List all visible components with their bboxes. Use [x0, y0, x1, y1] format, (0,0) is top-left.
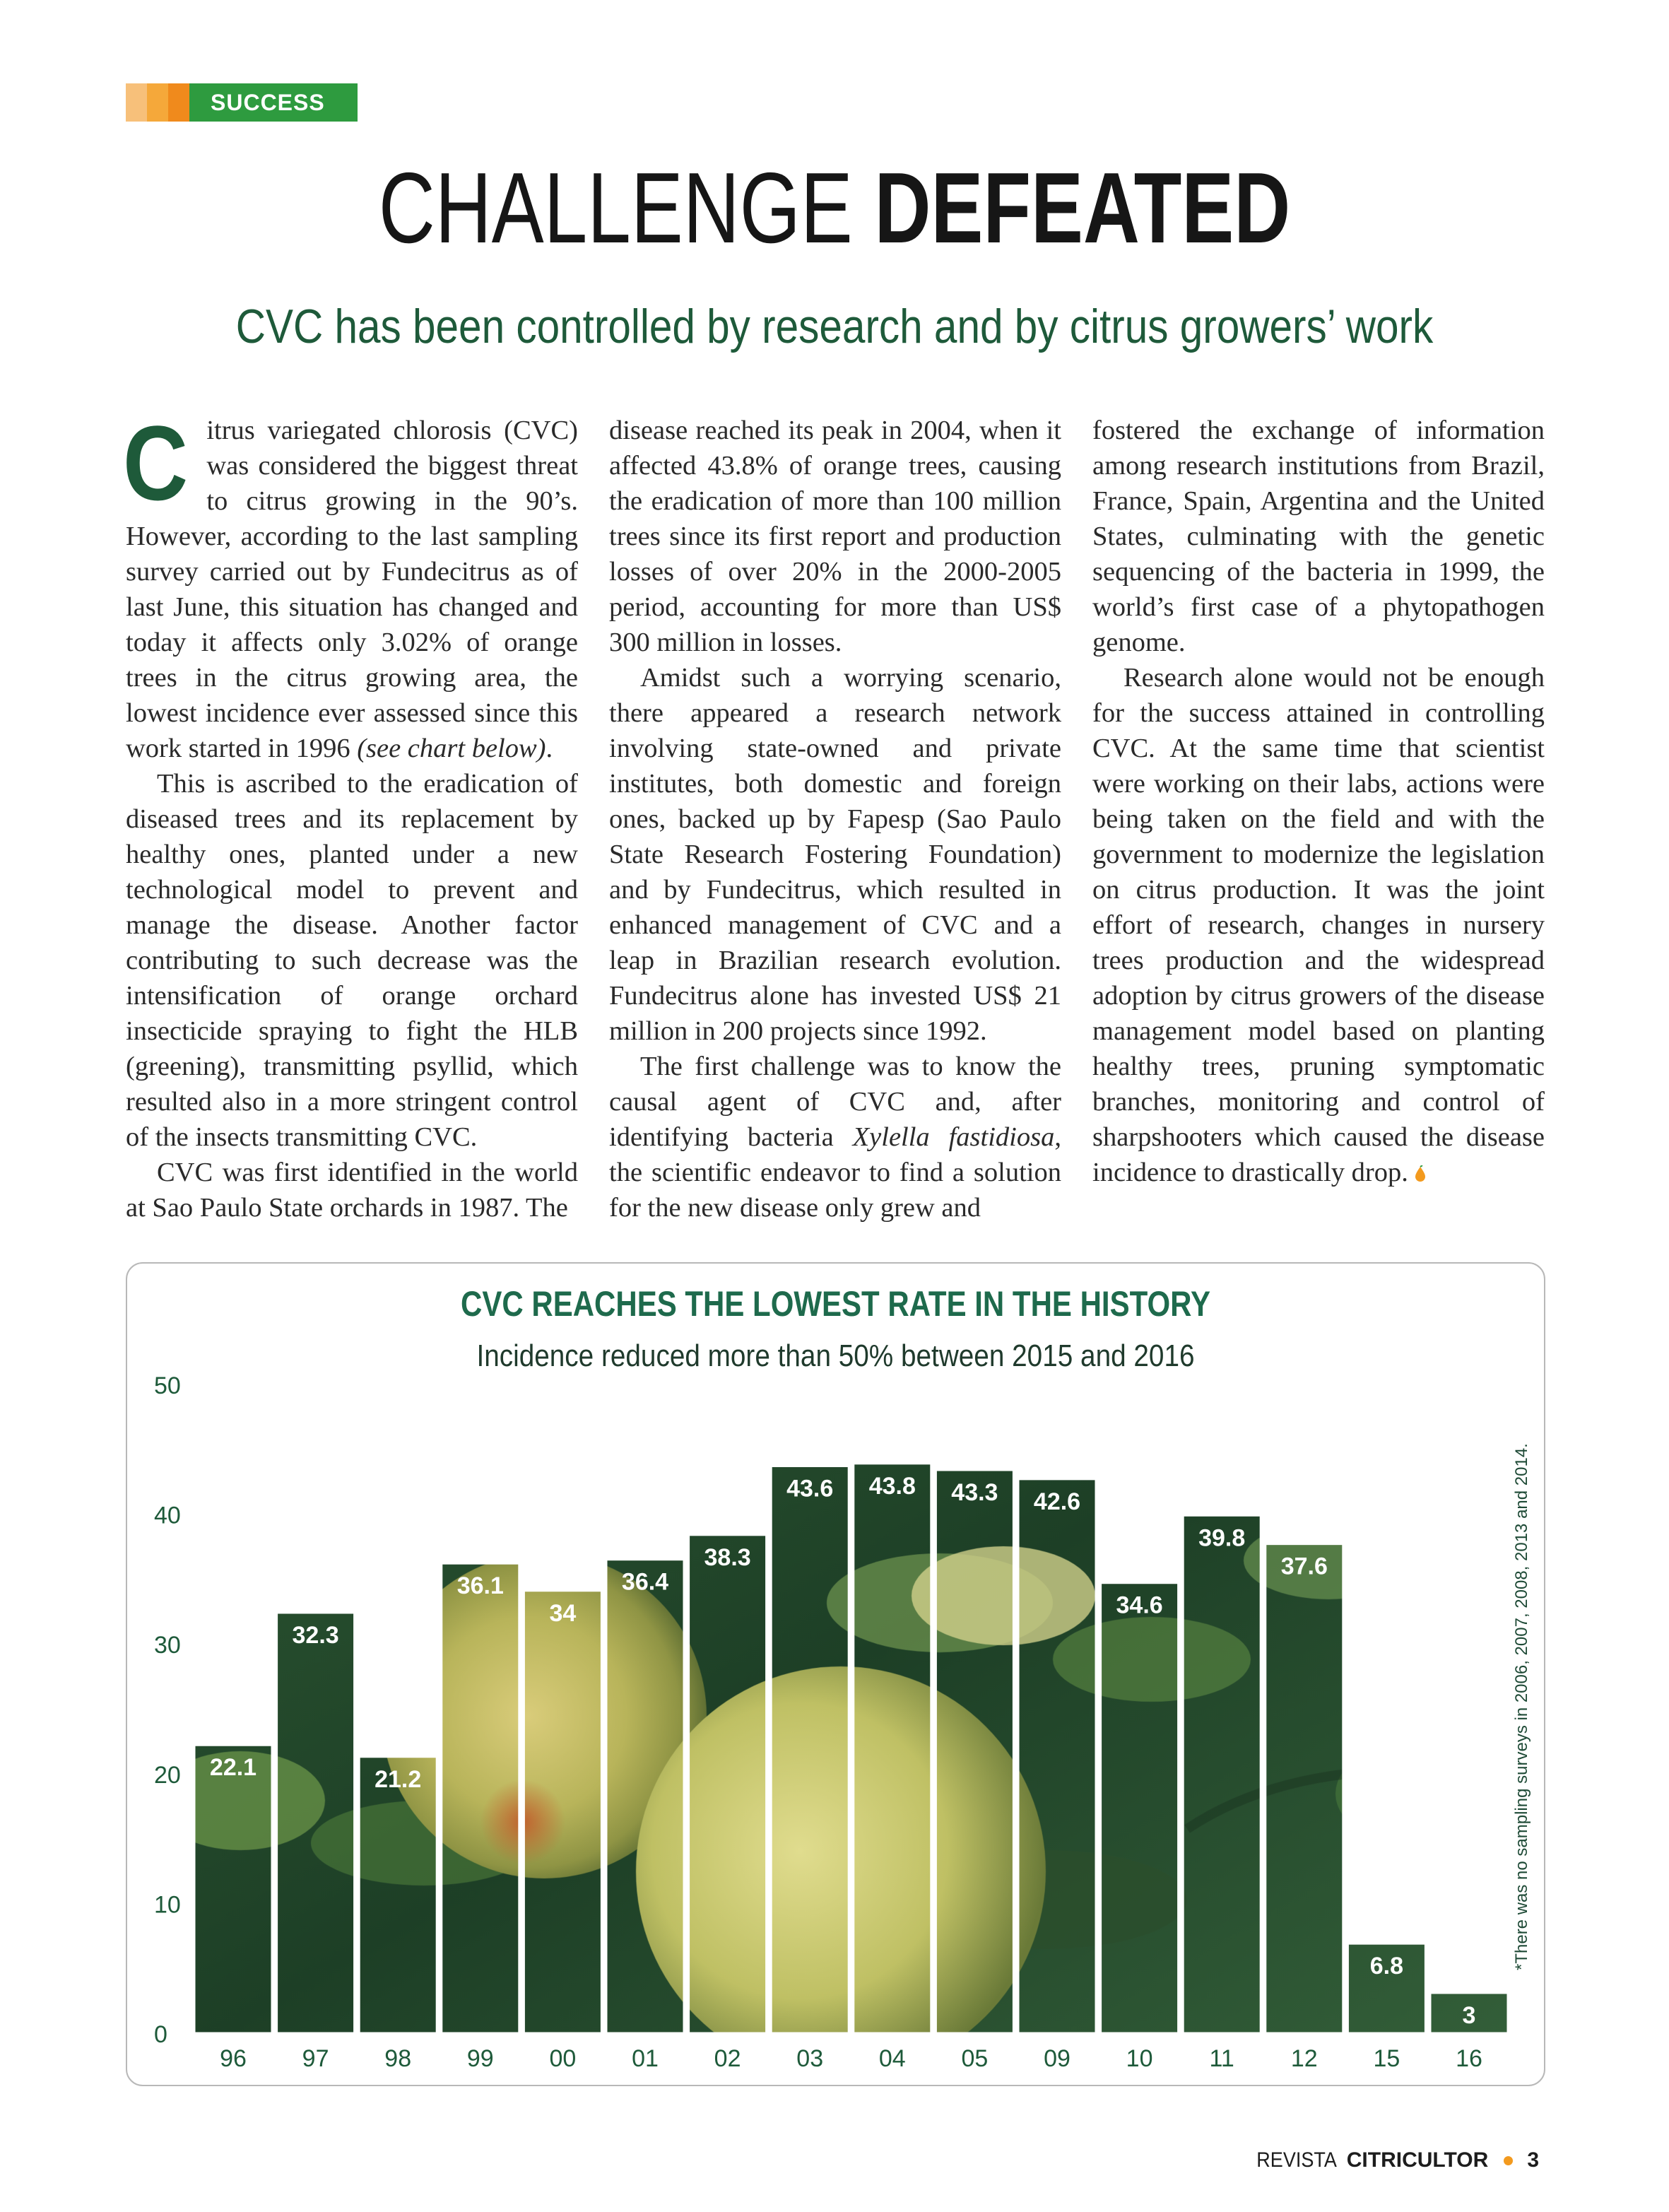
orange-drop-end-icon [1414, 1165, 1427, 1182]
x-tick-label: 12 [1290, 2045, 1318, 2072]
paragraph [1092, 660, 1545, 1190]
bar-value-label: 3 [1462, 2001, 1476, 2029]
y-tick-label: 10 [154, 1891, 181, 1919]
bar-value-label: 32.3 [292, 1621, 339, 1649]
title-bold: DEFEATED [874, 152, 1291, 264]
x-tick-label: 99 [466, 2045, 494, 2072]
bar [607, 1560, 683, 2032]
y-tick-label: 20 [154, 1761, 181, 1789]
x-tick-label: 15 [1373, 2045, 1400, 2072]
page-number: 3 [1527, 2148, 1539, 2172]
bar [1019, 1480, 1095, 2032]
x-tick-label: 11 [1209, 2045, 1234, 2072]
paragraph-text: itrus variegated chlorosis (CVC) was considered the biggest threat to citrus growing in the 90’s. However, according to the last sampling survey carried out by Fundecitrus as of last June, this situation has changed and today it affects only 3.02% of orange trees in the citrus growing area, the lowest incidence ever assessed since this work started in 1996 [126, 416, 578, 763]
paragraph: disease reached its peak in 2004, when it affected 43.8% of orange trees, causing the eradication of more than 100 million trees since its first report and production losses of over 20% in the 2000-2005 period, accounting for more than US$ 300 million in losses. [609, 416, 1061, 657]
bar-value-label: 39.8 [1198, 1524, 1246, 1552]
bar-value-label: 36.1 [456, 1572, 504, 1600]
footer-dot-icon [1504, 2156, 1513, 2165]
paragraph [123, 404, 578, 766]
bar-value-label: 38.3 [704, 1543, 751, 1571]
bar [690, 1536, 766, 2032]
bar-value-label: 42.6 [1033, 1488, 1081, 1515]
bar-value-label: 37.6 [1280, 1553, 1328, 1580]
y-tick-label: 30 [154, 1632, 181, 1659]
chart-reference: (see chart below) [357, 734, 546, 763]
bar [1266, 1545, 1343, 2032]
bar [1102, 1584, 1178, 2032]
bar-value-label: 43.3 [951, 1479, 998, 1507]
bar-value-label: 43.6 [786, 1475, 834, 1502]
tag-swatch-dark [168, 83, 189, 122]
bar [278, 1613, 354, 2032]
paragraph: fostered the exchange of information among research institutions from Brazil, France, Spain, Argentina and the United States, culminating with the genetic sequencing of the bacteria in 1999, the world’s first case of a phytopathogen genome. [1092, 416, 1545, 657]
x-tick-label: 98 [384, 2045, 412, 2072]
species-name: Xylella fastidiosa [852, 1122, 1055, 1152]
chart-title: CVC REACHES THE LOWEST RATE IN THE HISTORY [461, 1284, 1210, 1324]
bar-value-label: 21.2 [375, 1765, 422, 1793]
bar [195, 1746, 271, 2032]
chart-subtitle: Incidence reduced more than 50% between 2015 and 2016 [476, 1339, 1195, 1373]
chart-footnote-text: *There was no sampling surveys in 2006, 2007, 2008, 2013 and 2014. [1512, 1443, 1531, 1970]
page-subtitle: CVC has been controlled by research and by citrus growers’ work [235, 300, 1434, 353]
paragraph [609, 1049, 1061, 1225]
x-tick-label: 03 [796, 2045, 824, 2072]
bar [772, 1467, 848, 2032]
bar-value-label: 22.1 [209, 1754, 257, 1782]
bar-value-label: 34.6 [1116, 1592, 1163, 1619]
bar-value-label: 34 [549, 1599, 577, 1627]
section-tag [126, 83, 358, 122]
page-footer [1252, 2148, 1539, 2172]
section-tag-label: SUCCESS [189, 83, 358, 122]
y-tick-label: 40 [154, 1502, 181, 1529]
bar [442, 1564, 519, 2032]
x-tick-label: 09 [1044, 2045, 1071, 2072]
x-tick-label: 10 [1126, 2045, 1153, 2072]
x-tick-label: 96 [220, 2045, 247, 2072]
footer-magazine: REVISTA [1256, 2148, 1337, 2172]
title-light: CHALLENGE [378, 152, 853, 264]
bar-value-label: 6.8 [1369, 1953, 1404, 1980]
bar-value-label: 36.4 [621, 1568, 669, 1596]
paragraph-text-end: . [545, 734, 553, 763]
bar-chart [127, 1264, 1544, 2085]
x-tick-label: 00 [549, 2045, 577, 2072]
bar [854, 1464, 931, 2032]
bar-value-label: 43.8 [868, 1472, 916, 1500]
paragraph: This is ascribed to the eradication of diseased trees and its replacement by healthy ones, planted under a new technological model to prevent and manage the disease. Another factor contributing to such decrease was the intensification of orange orchard insecticide spraying to fight the HLB (greening), transmitting psyllid, which resulted also in a more stringent control of the insects transmitting CVC. [126, 769, 578, 1152]
x-tick-label: 02 [714, 2045, 741, 2072]
x-tick-label: 16 [1456, 2045, 1482, 2072]
tag-swatch-mid [147, 83, 168, 122]
article-column-1 [123, 404, 578, 1225]
paragraph-text-end: , the scientific endeavor to find a solution for the new disease only grew and [609, 1122, 1061, 1223]
bar [1184, 1516, 1260, 2032]
x-tick-label: 01 [632, 2045, 659, 2072]
paragraph-text: Research alone would not be enough for the success attained in controlling CVC. At the same time that scientist were working on their labs, actions were being taken on the field and with the government to modernize the legislation on citrus production. It was the joint effort of research, changes in nursery trees production and the widespread adoption by citrus growers of the disease management model based on planting healthy trees, pruning symptomatic branches, monitoring and control of sharpshooters which caused the disease incidence to drastically drop. [1092, 663, 1545, 1187]
bar [524, 1592, 601, 2032]
y-tick-label: 50 [154, 1372, 181, 1399]
paragraph: CVC was first identified in the world at Sao Paulo State orchards in 1987. The [126, 1158, 578, 1223]
article-column-3 [1092, 413, 1545, 1190]
paragraph-text: The first challenge was to know the causal agent of CVC and, after identifying bacteria [609, 1052, 1061, 1152]
tag-swatch-light [126, 83, 147, 122]
chart-box [126, 1262, 1545, 2086]
bar [360, 1758, 436, 2032]
x-tick-label: 05 [961, 2045, 989, 2072]
page-title [184, 148, 1485, 269]
drop-cap: C [123, 404, 189, 522]
paragraph: Amidst such a worrying scenario, there appeared a research network involving state-owned and private institutes, both domestic and foreign ones, backed up by Fapesp (Sao Paulo State Research Fostering Foundation) and by Fundecitrus, which resulted in enhanced management of CVC and a leap in Brazilian research evolution. Fundecitrus alone has invested US$ 21 million in 200 projects since 1992. [609, 663, 1061, 1046]
bar [936, 1471, 1013, 2032]
y-tick-label: 0 [154, 2021, 167, 2048]
x-tick-label: 97 [302, 2045, 329, 2072]
footer-brand: CITRICULTOR [1346, 2148, 1489, 2172]
article-column-2 [609, 413, 1061, 1225]
x-tick-label: 04 [878, 2045, 906, 2072]
